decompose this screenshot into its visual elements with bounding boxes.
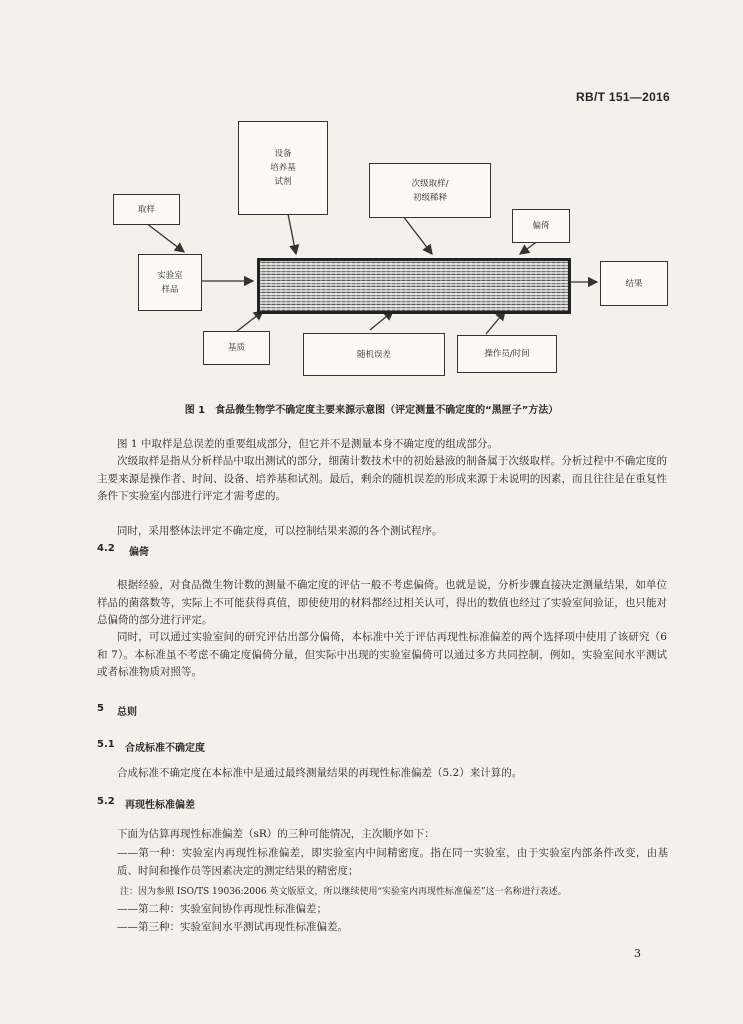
list-item-first: ——第一种：实验室内再现性标准偏差，即实验室内中间精密度。指在同一实验室，由于实验室内部条件改变，由基质、时间和操作员等因素决定的测定结果的精密度； xyxy=(117,847,668,877)
list-item-second: ——第二种：实验室间协作再现性标准偏差； xyxy=(117,903,327,915)
section-5-number: 5 xyxy=(97,703,104,714)
operator-time-box: 操作员/时间 xyxy=(457,335,557,373)
paragraph-subsampling: 次级取样是指从分析样品中取出测试的部分，细菌计数技术中的初始悬液的制备属于次级取样。分析过程中不确定度的主要来源是操作者、时间、设备、培养基和试剂。最后，剩余的随机误差的形成来源于未说明的因素，而且往往是在重复性条件下实验室内部进行评定才需考虑的。 xyxy=(97,455,667,502)
equipment-media-reagents-box: 设备 培养基 试剂 xyxy=(238,121,328,215)
note-iso-reference: 注：因为参照 ISO/TS 19036:2006 英文版原文，所以继续使用“实验室内再现性标准偏差”这一名称进行表述。 xyxy=(120,887,567,897)
matrix-box: 基质 xyxy=(203,331,270,365)
paragraph-sampling: 图 1 中取样是总误差的重要组成部分，但它并不是测量本身不确定度的组成部分。 xyxy=(117,438,498,450)
lab-sample-box: 实验室 样品 xyxy=(138,254,202,311)
section-5-2-number: 5.2 xyxy=(97,796,115,807)
section-5-2-title: 再现性标准偏差 xyxy=(125,800,195,811)
random-error-box: 随机误差 xyxy=(303,333,445,376)
sampling-box: 取样 xyxy=(113,194,180,225)
section-4-2-number: 4.2 xyxy=(97,543,115,554)
black-box xyxy=(257,258,571,314)
section-5-1-number: 5.1 xyxy=(97,739,115,750)
uncertainty-diagram xyxy=(0,0,743,400)
figure-caption: 图 1 食品微生物学不确定度主要来源示意图（评定测量不确定度的“黑匣子”方法） xyxy=(184,405,559,416)
paragraph-reproducibility-intro: 下面为估算再现性标准偏差（sR）的三种可能情况，主次顺序如下： xyxy=(117,828,435,840)
bias-box: 偏倚 xyxy=(512,209,570,243)
list-item-third: ——第三种：实验室间水平测试再现性标准偏差。 xyxy=(117,921,348,933)
result-box: 结果 xyxy=(600,261,668,306)
section-5-title: 总则 xyxy=(117,707,137,718)
subsampling-dilution-box: 次级取样/ 初级稀释 xyxy=(369,163,491,218)
page-number: 3 xyxy=(634,947,641,960)
section-5-1-title: 合成标准不确定度 xyxy=(125,743,205,754)
paragraph-holistic: 同时，采用整体法评定不确定度，可以控制结果来源的各个测试程序。 xyxy=(117,525,443,537)
standard-code: RB/T 151—2016 xyxy=(576,90,670,104)
section-4-2-title: 偏倚 xyxy=(129,547,149,558)
paragraph-bias-interlab: 同时，可以通过实验室间的研究评估出部分偏倚，本标准中关于评估再现性标准偏差的两个选择项中使用了该研究（6 和 7）。本标准虽不考虑不确定度偏倚分量，但实际中出现的实验室偏倚可以通过多方共同控制，例如，实验室间水平测试或者标准物质对照等。 xyxy=(97,631,667,678)
paragraph-combined-uncertainty: 合成标准不确定度在本标准中是通过最终测量结果的再现性标准偏差（5.2）来计算的。 xyxy=(117,767,523,779)
paragraph-bias-experience: 根据经验，对食品微生物计数的测量不确定度的评估一般不考虑偏倚。也就是说，分析步骤直接决定测量结果，如单位样品的菌落数等，实际上不可能获得真值，即使使用的材料都经过相关认可，得出的数值也经过了实验室间验证，也只能对总偏倚的部分进行评定。 xyxy=(97,579,667,626)
